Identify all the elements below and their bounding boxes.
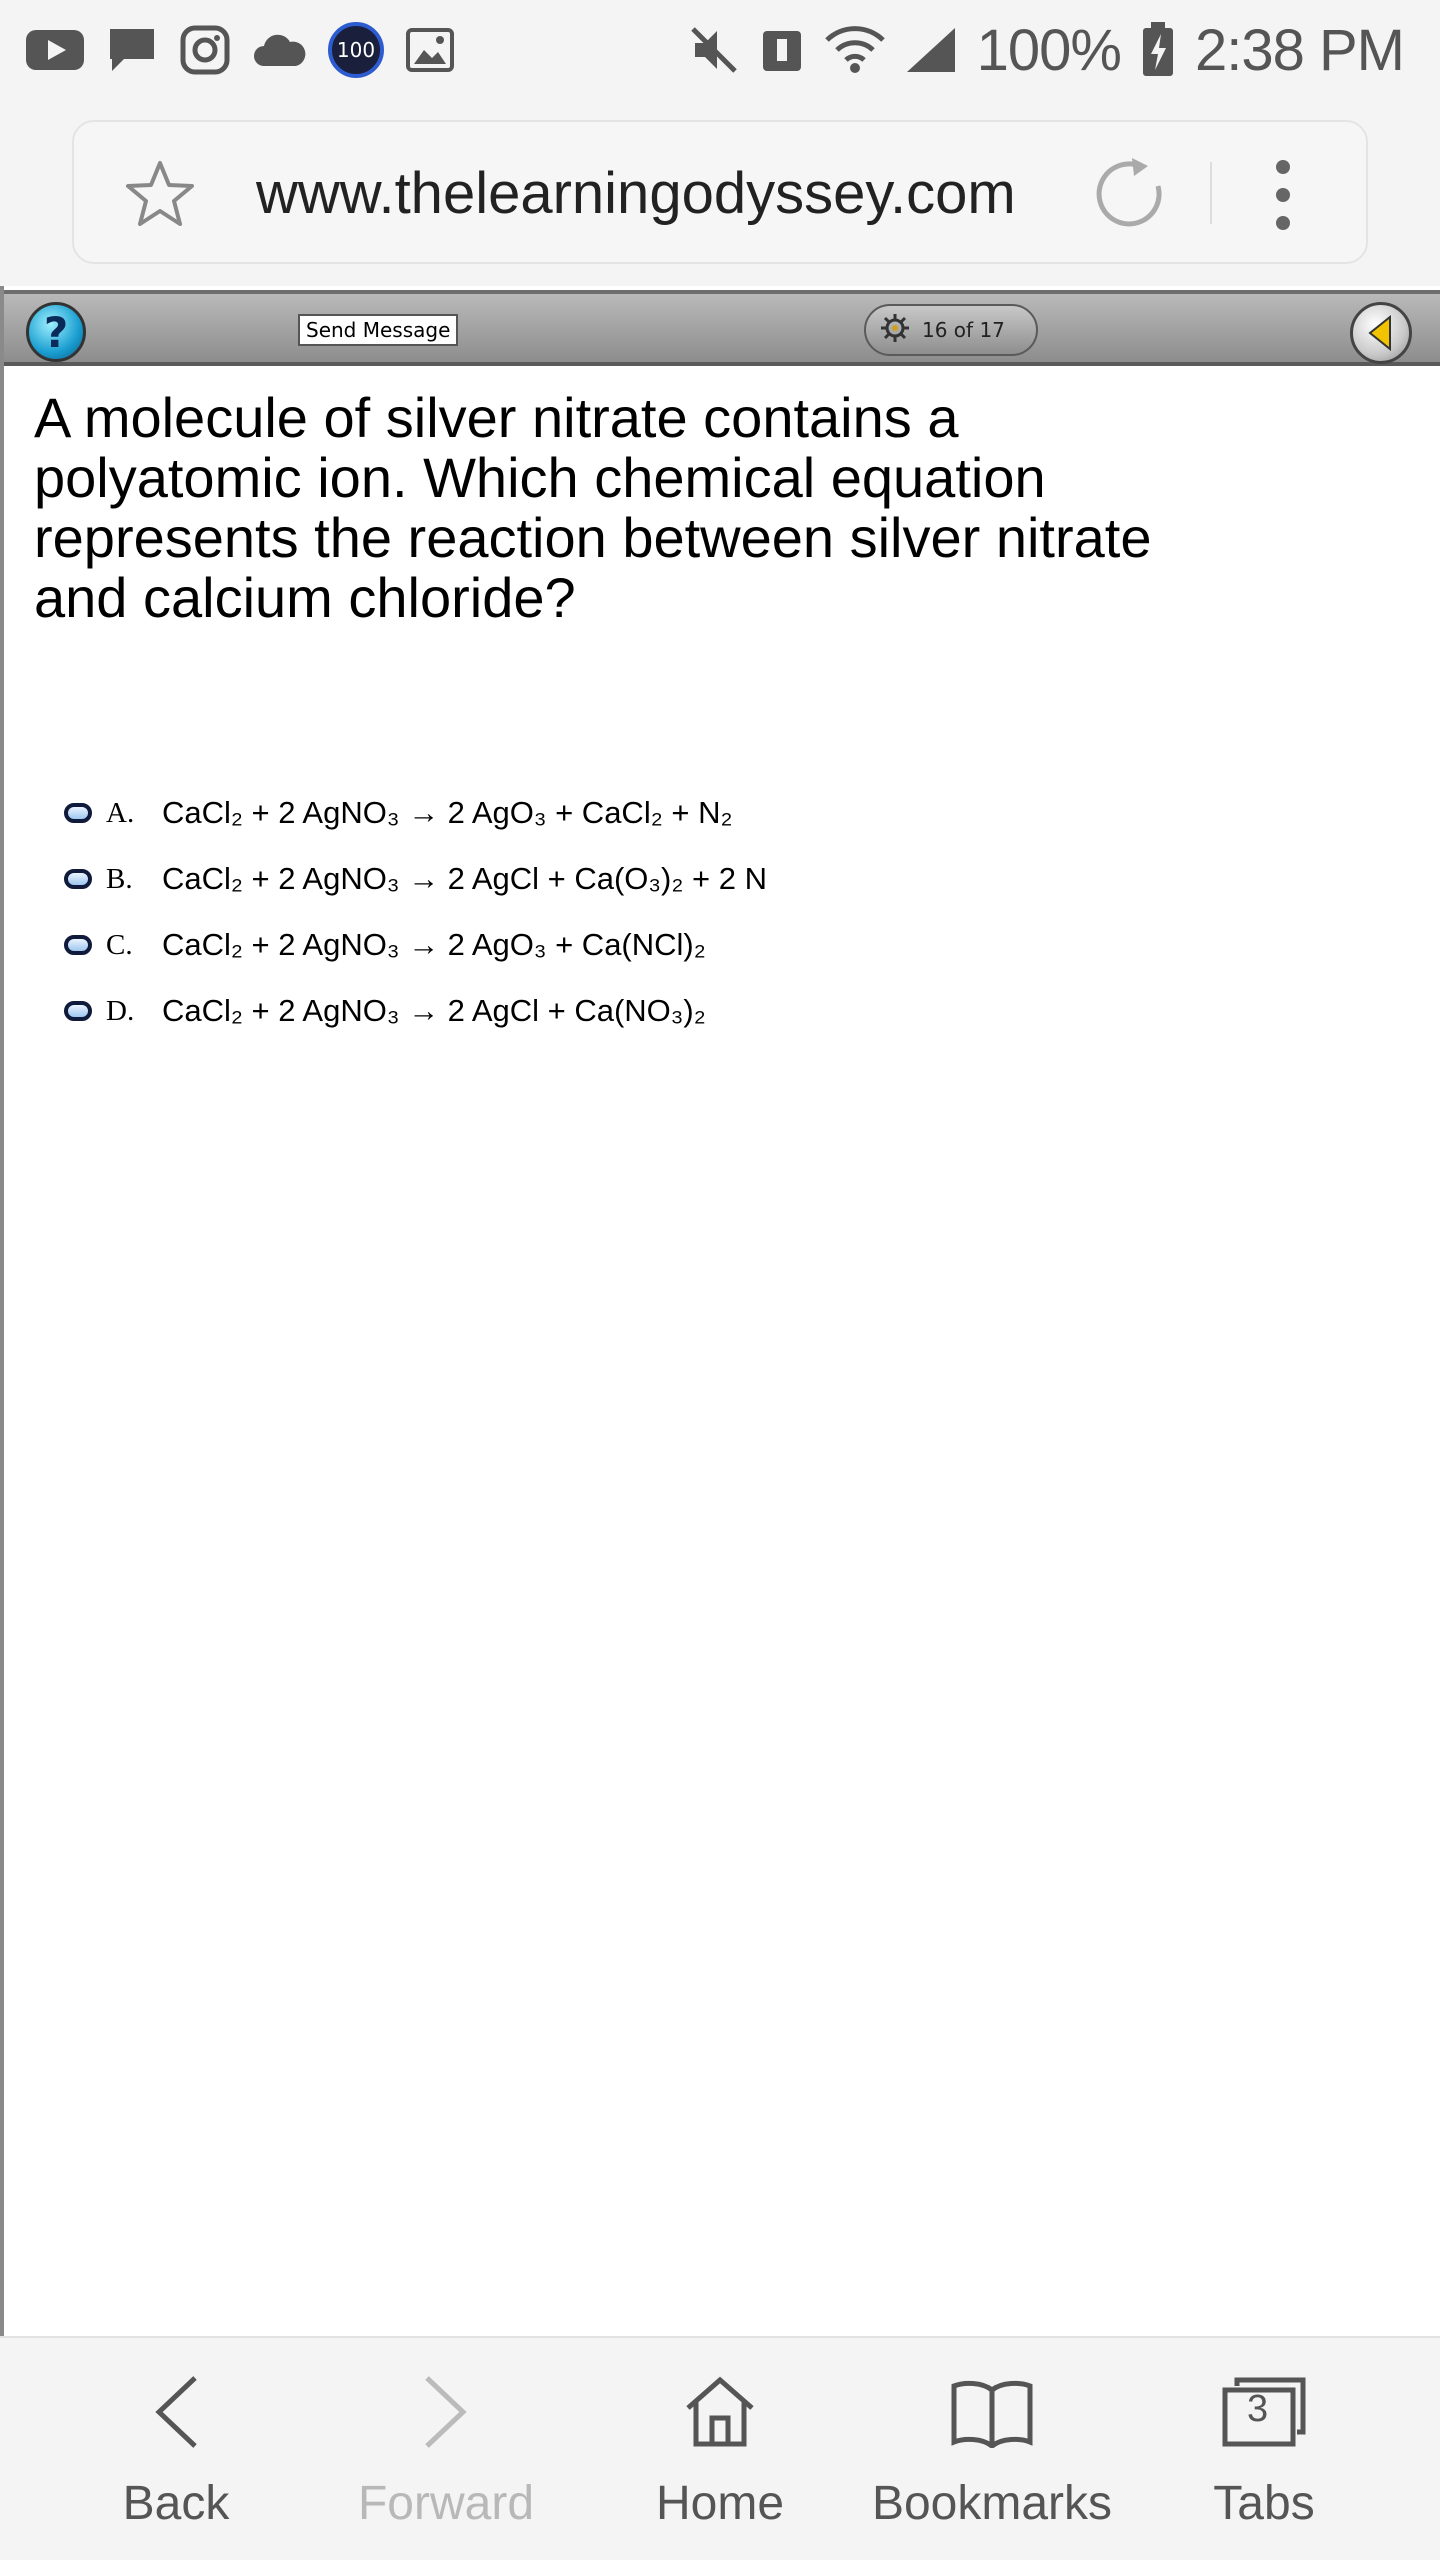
choice-d[interactable] (64, 978, 1264, 1044)
lesson-toolbar (4, 290, 1440, 366)
message-icon (106, 25, 158, 75)
tabs-button[interactable] (1134, 2370, 1394, 2540)
book-icon (950, 2370, 1034, 2454)
home-icon (682, 2370, 758, 2454)
url-text[interactable] (256, 158, 1116, 230)
chevron-right-icon (421, 2370, 471, 2454)
wifi-icon (825, 26, 885, 74)
cloud-icon (252, 32, 306, 68)
send-message-button[interactable]: Send Message (298, 314, 458, 346)
radio-b[interactable] (64, 869, 92, 889)
url-divider (1210, 162, 1212, 224)
forward-label: Forward (357, 2477, 535, 2530)
bookmarks-button[interactable] (862, 2370, 1122, 2540)
chevron-left-icon (151, 2370, 201, 2454)
page-indicator: 16 of 17 (922, 318, 1005, 342)
url-value: www.thelearningodyssey.com (256, 161, 1016, 226)
battery-charging-icon (1141, 22, 1175, 78)
tabs-label: Tabs (1213, 2477, 1315, 2530)
battery-percent: 100% (976, 17, 1121, 83)
answer-choices (64, 780, 1264, 1044)
forward-button[interactable] (316, 2370, 576, 2540)
choice-letter: C. (106, 928, 133, 961)
nfc-icon (759, 25, 805, 75)
choice-letter: D. (106, 994, 135, 1027)
tabs-icon (1221, 2370, 1307, 2454)
home-button[interactable] (590, 2370, 850, 2540)
url-bar[interactable] (72, 120, 1368, 264)
choice-c[interactable] (64, 912, 1264, 978)
choice-equation: CaCl₂ + 2 AgNO₃ → 2 AgCl + Ca(NO₃)₂ (162, 993, 706, 1028)
lesson-frame (0, 286, 1440, 2336)
home-label: Home (655, 2477, 785, 2530)
youtube-icon (26, 28, 84, 72)
clock: 2:38 PM (1195, 17, 1404, 83)
previous-page-button[interactable] (1350, 302, 1412, 364)
page-indicator-pill[interactable] (864, 304, 1038, 356)
notification-badge: 100 (328, 22, 384, 78)
browser-bottom-nav (0, 2336, 1440, 2560)
image-icon (406, 28, 454, 72)
choice-a[interactable] (64, 780, 1264, 846)
choice-b[interactable] (64, 846, 1264, 912)
more-options-icon[interactable] (1270, 160, 1296, 230)
help-icon[interactable]: ? (26, 302, 86, 362)
signal-icon (905, 26, 957, 74)
radio-c[interactable] (64, 935, 92, 955)
reload-icon[interactable] (1092, 156, 1168, 237)
status-bar (0, 0, 1440, 100)
bookmark-star-icon[interactable] (124, 158, 196, 235)
mute-icon (689, 25, 739, 75)
choice-equation: CaCl₂ + 2 AgNO₃ → 2 AgO₃ + CaCl₂ + N₂ (162, 795, 733, 830)
choice-equation: CaCl₂ + 2 AgNO₃ → 2 AgO₃ + Ca(NCl)₂ (162, 927, 706, 962)
radio-d[interactable] (64, 1001, 92, 1021)
choice-letter: A. (106, 796, 135, 829)
bookmarks-label: Bookmarks (871, 2477, 1113, 2530)
choice-letter: B. (106, 862, 133, 895)
question-text: A molecule of silver nitrate contains a polyatomic ion. Which chemical equation represents the reaction between silver nitrate and calcium chloride? (34, 386, 1152, 629)
back-button[interactable] (46, 2370, 306, 2540)
browser-address-area (0, 100, 1440, 286)
gear-icon (880, 313, 910, 348)
choice-equation: CaCl₂ + 2 AgNO₃ → 2 AgCl + Ca(O₃)₂ + 2 N (162, 861, 767, 896)
instagram-icon (180, 25, 230, 75)
triangle-left-icon (1366, 315, 1396, 351)
radio-a[interactable] (64, 803, 92, 823)
back-label: Back (122, 2477, 230, 2530)
tabs-count: 3 (1247, 2388, 1269, 2430)
